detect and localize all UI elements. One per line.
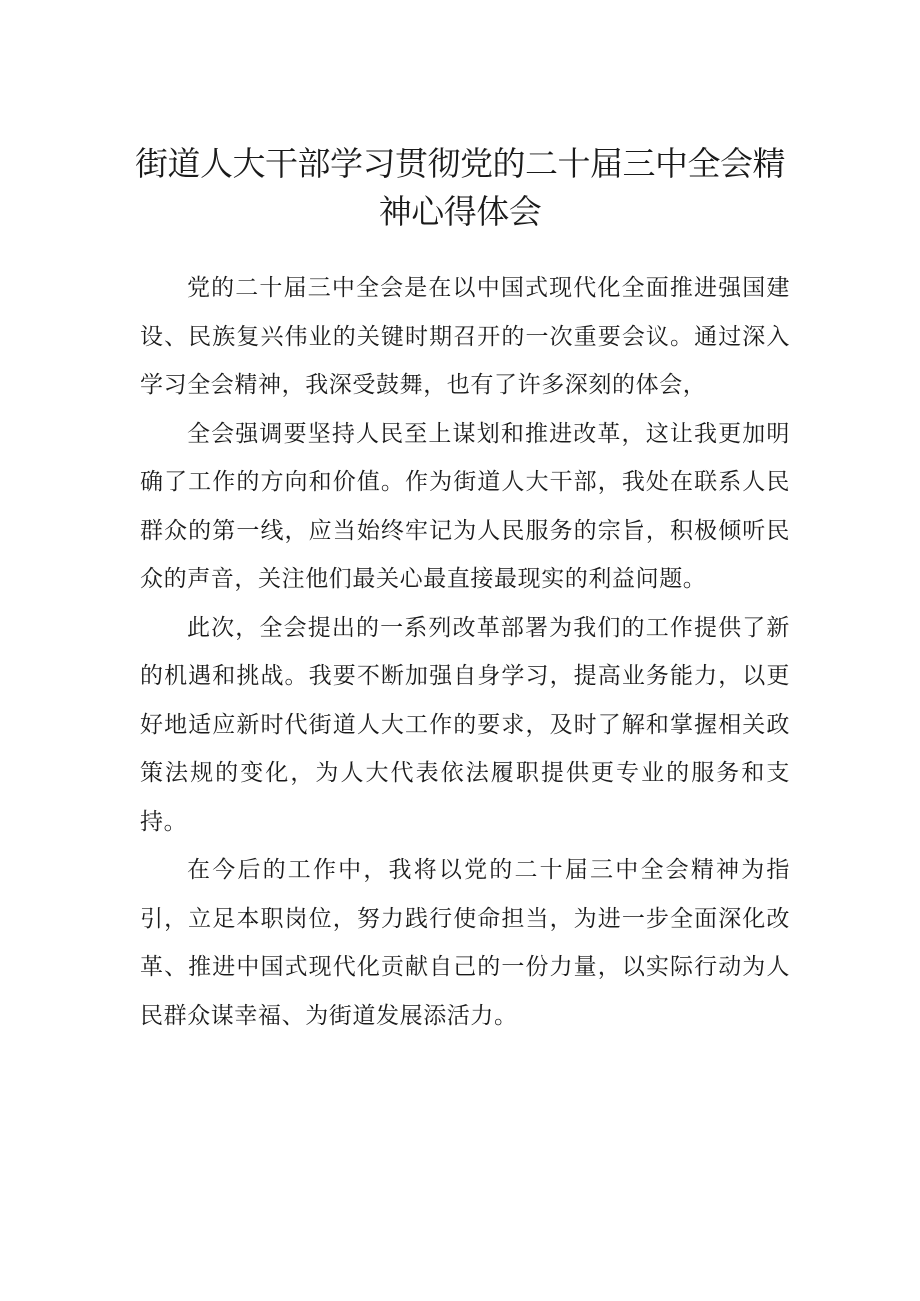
title-line-1: 街道人大干部学习贯彻党的二十届三中全会精	[135, 144, 785, 183]
document-title	[0, 140, 920, 236]
paragraph-1: 党的二十届三中全会是在以中国式现代化全面推进强国建设、民族复兴伟业的关键时期召开的一次重要会议。通过深入学习全会精神，我深受鼓舞，也有了许多深刻的体会，	[140, 275, 790, 398]
paragraph-2: 全会强调要坚持人民至上谋划和推进改革，这让我更加明确了工作的方向和价值。作为街道人大干部，我处在联系人民群众的第一线，应当始终牢记为人民服务的宗旨，积极倾听民众的声音，关注他们最关心最直接最现实的利益问题。	[140, 420, 790, 592]
paragraph-3: 此次，全会提出的一系列改革部署为我们的工作提供了新的机遇和挑战。我要不断加强自身学习，提高业务能力，以更好地适应新时代街道人大工作的要求，及时了解和掌握相关政策法规的变化，为人大代表依法履职提供更专业的服务和支持。	[140, 614, 790, 835]
document-body	[140, 264, 790, 1040]
paragraph-4: 在今后的工作中，我将以党的二十届三中全会精神为指引，立足本职岗位，努力践行使命担当，为进一步全面深化改革、推进中国式现代化贡献自己的一份力量，以实际行动为人民群众谋幸福、为街道发展添活力。	[140, 857, 790, 1029]
title-line-2: 神心得体会	[378, 192, 542, 231]
